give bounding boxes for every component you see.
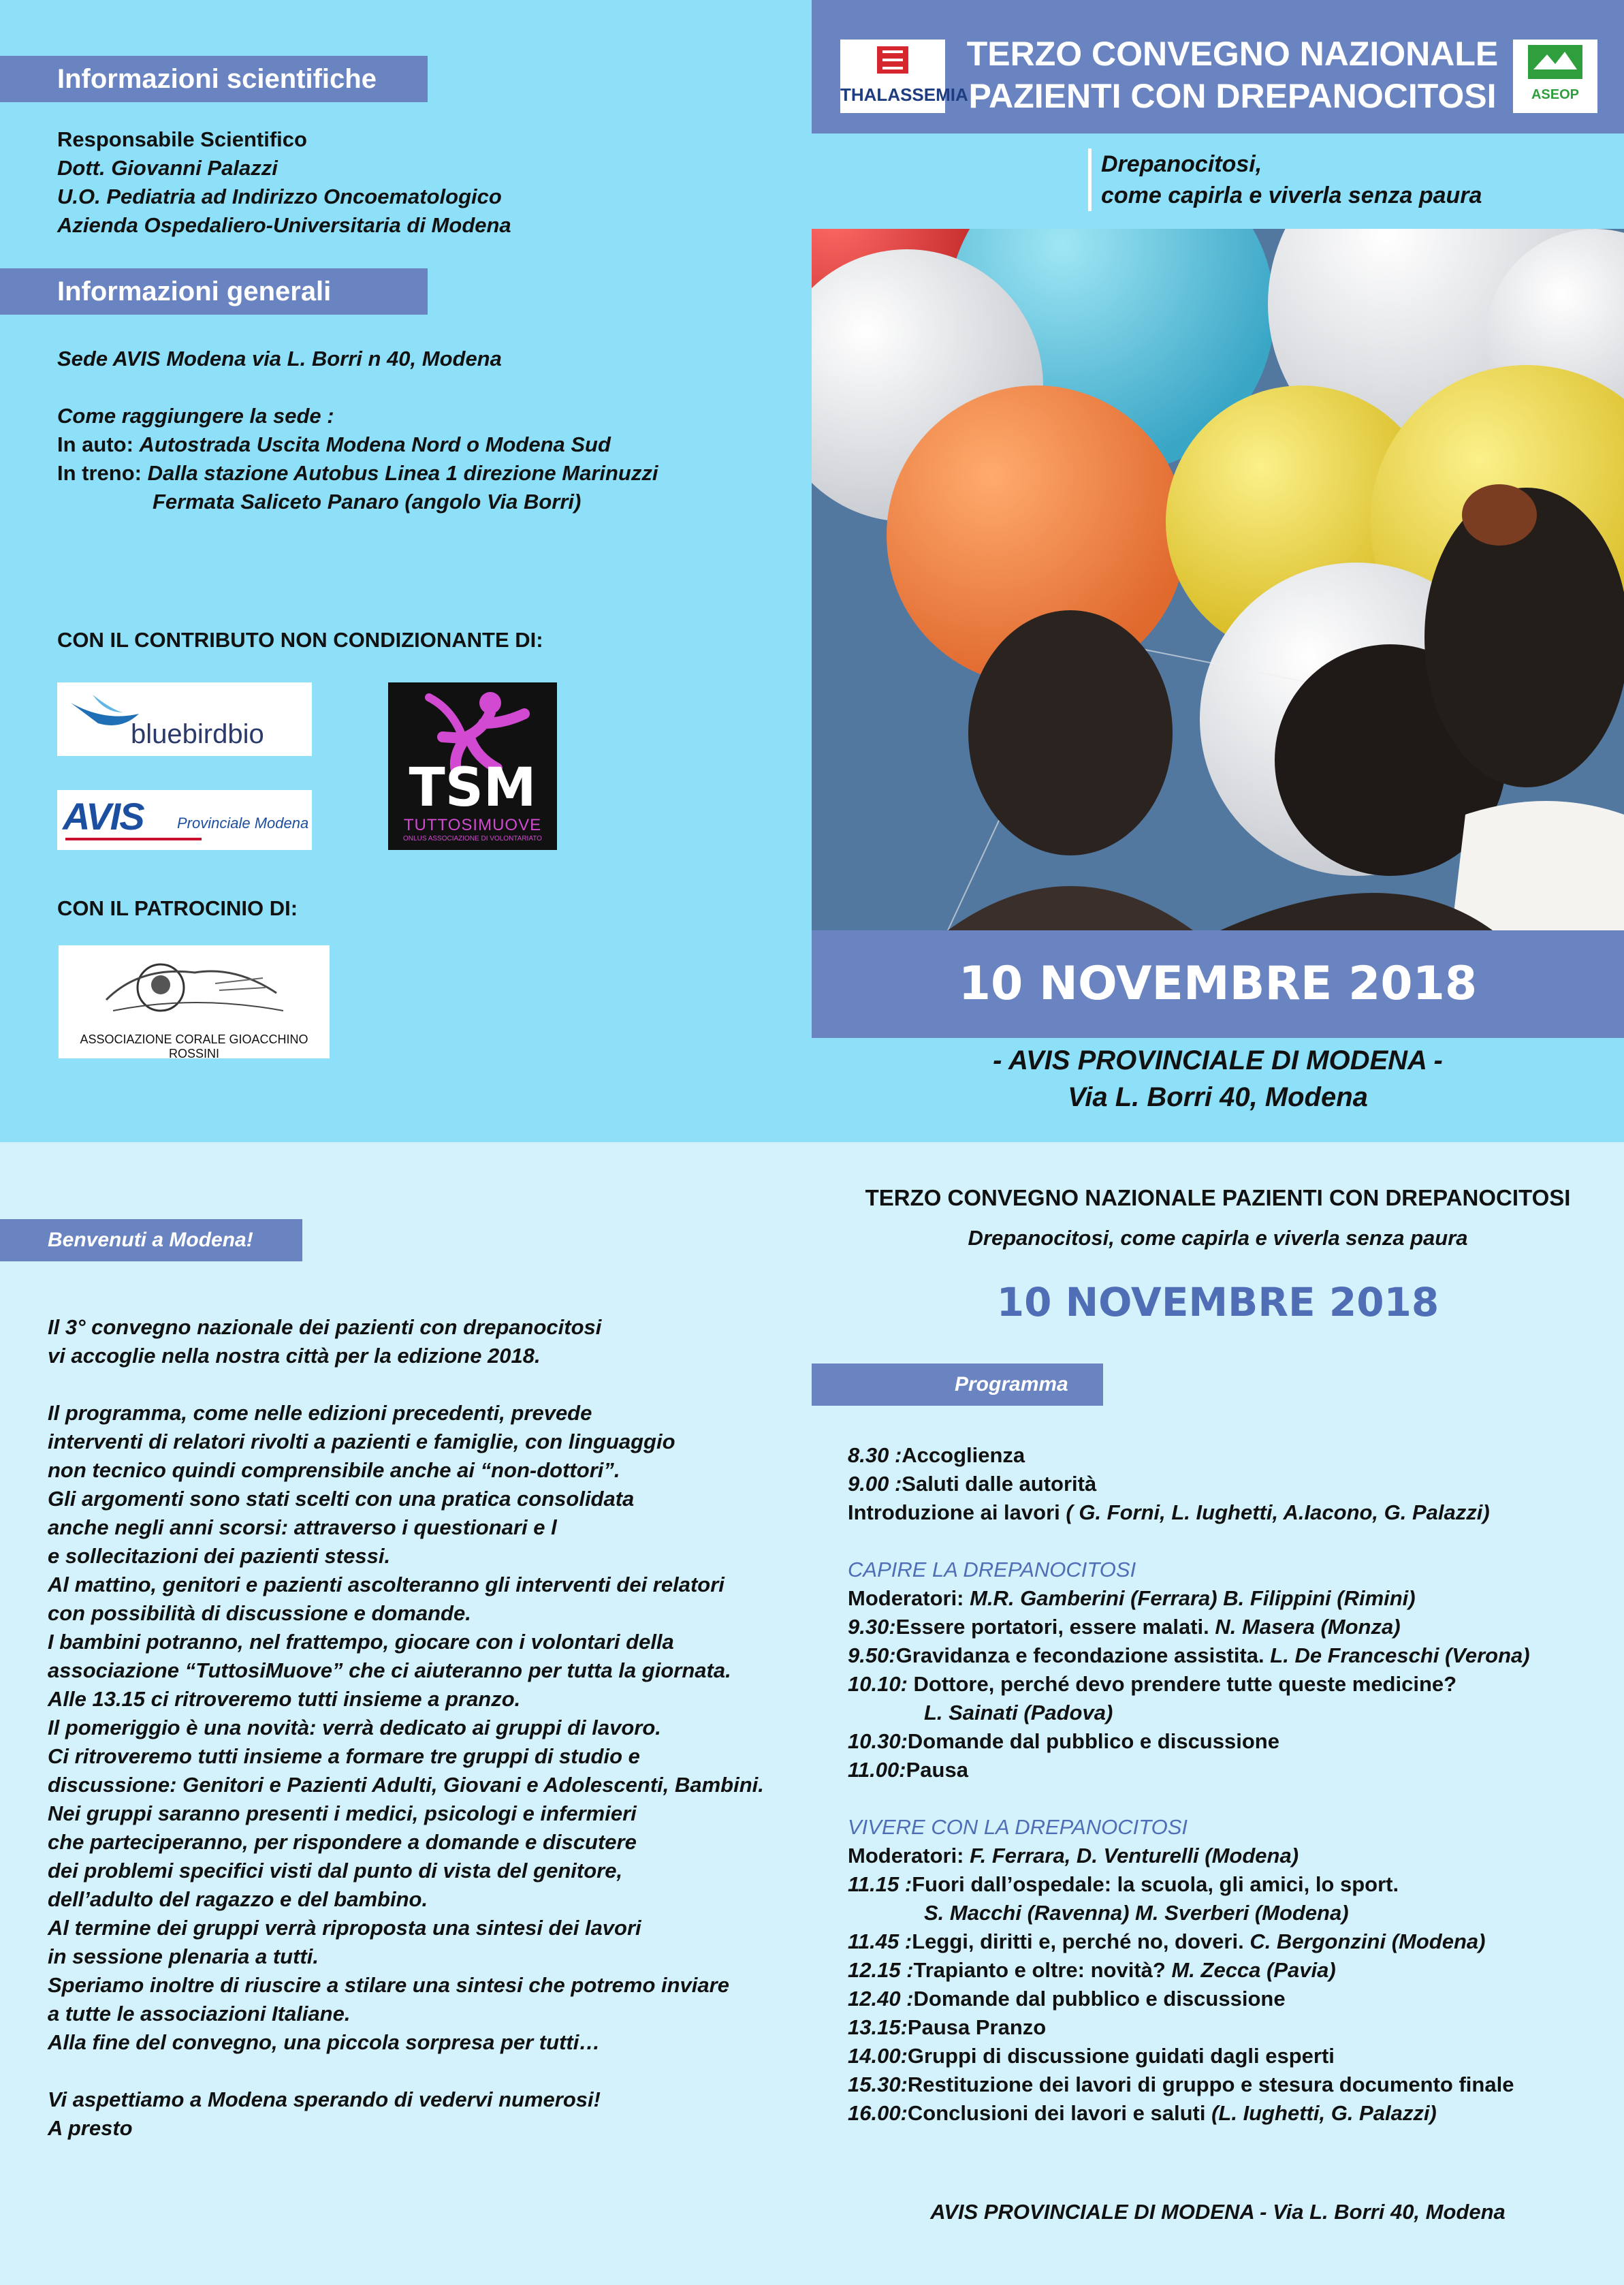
program-speakers: F. Ferrara, D. Venturelli (Modena)	[970, 1844, 1299, 1868]
balloons-children-image	[812, 229, 1624, 930]
welcome-line: dei problemi specifici visti dal punto di vista del genitore,	[48, 1859, 623, 1882]
avis-text: AVIS	[63, 795, 144, 838]
welcome-line: Il pomeriggio è una novità: verrà dedicato ai gruppi di lavoro.	[48, 1716, 661, 1739]
program-title: TERZO CONVEGNO NAZIONALE PAZIENTI CON DREPANOCITOSI	[865, 1185, 1571, 1210]
front-subtitle-line-1: Drepanocitosi,	[1101, 151, 1262, 177]
program-list	[848, 1441, 1530, 2128]
sede-line: Sede AVIS Modena via L. Borri n 40, Modena	[57, 347, 502, 371]
scientific-info-tab: Informazioni scientifiche	[0, 56, 428, 102]
program-time: 9.30:	[848, 1615, 896, 1639]
sci-line: Dott. Giovanni Palazzi	[57, 156, 278, 180]
tsm-sub-text-2: ONLUS ASSOCIAZIONE DI VOLONTARIATO	[403, 835, 542, 842]
program-description: Pausa Pranzo	[907, 2015, 1047, 2039]
rossini-text: ASSOCIAZIONE CORALE GIOACCHINO ROSSINI	[80, 1033, 308, 1060]
contribution-heading: CON IL CONTRIBUTO NON CONDIZIONANTE DI:	[57, 628, 543, 652]
program-time: 11.00:	[848, 1758, 906, 1782]
thalassemia-icon	[840, 40, 945, 80]
program-time: 10.10:	[848, 1672, 908, 1696]
welcome-line: vi accoglie nella nostra città per la edizione 2018.	[48, 1344, 541, 1368]
welcome-line: Ci ritroveremo tutti insieme a formare tre gruppi di studio e	[48, 1744, 640, 1768]
welcome-line: con possibilità di discussione e domande.	[48, 1601, 471, 1625]
program-speakers: M. Zecca (Pavia)	[1171, 1958, 1336, 1982]
program-item	[848, 2099, 1530, 2128]
welcome-line: anche negli anni scorsi: attraverso i questionari e l	[48, 1515, 557, 1539]
front-venue	[812, 1042, 1624, 1116]
program-time: 12.15 :	[848, 1958, 914, 1982]
program-item	[848, 1470, 1530, 1498]
front-subtitle	[1088, 148, 1482, 211]
welcome-line: discussione: Genitori e Pazienti Adulti, Giovani e Adolescenti, Bambini.	[48, 1773, 764, 1797]
bluebird-text: bluebirdbio	[131, 719, 264, 749]
program-description: Dottore, perché devo prendere tutte queste medicine?	[907, 1672, 1457, 1696]
program-time: 14.00:	[848, 2044, 908, 2068]
program-item	[848, 1756, 1530, 1784]
program-description: Gravidanza e fecondazione assistita.	[895, 1643, 1264, 1667]
welcome-line: Gli argomenti sono stati scelti con una pratica consolidata	[48, 1487, 635, 1511]
avis-underline	[65, 838, 202, 840]
welcome-line: a tutte le associazioni Italiane.	[48, 2002, 351, 2026]
program-section-heading: VIVERE CON LA DREPANOCITOSI	[848, 1815, 1188, 1839]
thalassemia-logo	[840, 40, 968, 113]
sci-line: Azienda Ospedaliero-Universitaria di Modena	[57, 213, 511, 237]
welcome-line: Alle 13.15 ci ritroveremo tutti insieme a pranzo.	[48, 1687, 521, 1711]
program-time: 12.40 :	[848, 1987, 914, 2011]
program-time: 9.00 :	[848, 1472, 902, 1496]
car-directions	[57, 430, 658, 459]
front-venue-line-2: Via L. Borri 40, Modena	[1068, 1082, 1368, 1112]
program-section-heading: CAPIRE LA DREPANOCITOSI	[848, 1558, 1136, 1581]
program-time: 11.15 :	[848, 1872, 912, 1896]
program-time: 8.30 :	[848, 1443, 902, 1467]
program-description: Leggi, diritti e, perché no, doveri.	[912, 1929, 1244, 1953]
train-directions	[57, 459, 658, 488]
program-speakers: S. Macchi (Ravenna) M. Sverberi (Modena)	[848, 1901, 1349, 1925]
welcome-line: Il 3° convegno nazionale dei pazienti con drepanocitosi	[48, 1315, 602, 1339]
welcome-line: Speriamo inoltre di riuscire a stilare una sintesi che potremo inviare	[48, 1973, 729, 1997]
aseop-icon	[1513, 40, 1597, 84]
train-label: In treno:	[57, 461, 142, 485]
welcome-line: Vi aspettiamo a Modena sperando di vedervi numerosi!	[48, 2087, 601, 2111]
program-item	[848, 1956, 1530, 1985]
program-description: Restituzione dei lavori di gruppo e stesura documento finale	[907, 2073, 1514, 2096]
program-item	[848, 1870, 1530, 1899]
welcome-line: Al mattino, genitori e pazienti ascolteranno gli interventi dei relatori	[48, 1573, 725, 1596]
program-item	[848, 1842, 1530, 1870]
program-speakers: C. Bergonzini (Modena)	[1249, 1929, 1486, 1953]
welcome-line: in sessione plenaria a tutti.	[48, 1944, 319, 1968]
program-item	[848, 2070, 1530, 2099]
train-text-2: Fermata Saliceto Panaro (angolo Via Borri)	[153, 490, 582, 514]
sci-line: Responsabile Scientifico	[57, 127, 307, 151]
program-time: 15.30:	[848, 2073, 908, 2096]
tsm-logo	[388, 682, 557, 850]
program-gap	[848, 1527, 1530, 1556]
welcome-line: Il programma, come nelle edizioni precedenti, prevede	[48, 1401, 592, 1425]
program-description: Fuori dall’ospedale: la scuola, gli amici, lo sport.	[912, 1872, 1399, 1896]
program-item	[848, 1641, 1530, 1670]
program-item	[848, 1584, 1530, 1613]
avis-sub-text: Provinciale Modena	[177, 815, 309, 832]
general-info-text	[57, 345, 658, 516]
welcome-tab: Benvenuti a Modena!	[0, 1219, 302, 1261]
train-text: Dalla stazione Autobus Linea 1 direzione Marinuzzi	[147, 461, 658, 485]
welcome-line: A presto	[48, 2116, 133, 2140]
program-item	[848, 1899, 1530, 1927]
front-subtitle-line-2: come capirla e viverla senza paura	[1101, 183, 1482, 208]
welcome-line: Nei gruppi saranno presenti i medici, psicologi e infermieri	[48, 1801, 637, 1825]
program-item	[848, 1699, 1530, 1727]
general-info-tab: Informazioni generali	[0, 268, 428, 315]
welcome-line: associazione “TuttosiMuove” che ci aiuteranno per tutta la giornata.	[48, 1658, 731, 1682]
front-venue-line-1: - AVIS PROVINCIALE DI MODENA -	[993, 1045, 1443, 1075]
program-speakers: N. Masera (Monza)	[1215, 1615, 1401, 1639]
program-description: Accoglienza	[902, 1443, 1025, 1467]
program-item	[848, 1613, 1530, 1641]
program-description: Domande dal pubblico e discussione	[907, 1729, 1279, 1753]
welcome-line: e sollecitazioni dei pazienti stessi.	[48, 1544, 391, 1568]
program-description: Essere portatori, essere malati.	[895, 1615, 1209, 1639]
patronage-heading: CON IL PATROCINIO DI:	[57, 896, 298, 920]
program-subtitle: Drepanocitosi, come capirla e viverla senza paura	[968, 1226, 1468, 1250]
scientific-info-text	[57, 125, 511, 240]
thalassemia-text: THALASSEMIA	[840, 84, 968, 105]
header-title-line-1: TERZO CONVEGNO NAZIONALE	[966, 35, 1499, 73]
program-speakers: ( G. Forni, L. Iughetti, A.Iacono, G. Palazzi)	[1066, 1500, 1490, 1524]
welcome-line: I bambini potranno, nel frattempo, giocare con i volontari della	[48, 1630, 674, 1654]
program-speakers: L. Sainati (Padova)	[848, 1701, 1113, 1724]
program-tab: Programma	[812, 1364, 1103, 1406]
sci-line: U.O. Pediatria ad Indirizzo Oncoematologico	[57, 185, 502, 208]
car-text: Autostrada Uscita Modena Nord o Modena Sud	[139, 432, 611, 456]
program-time: 9.50:	[848, 1643, 896, 1667]
front-date: 10 NOVEMBRE 2018	[812, 930, 1624, 1038]
program-description: Saluti dalle autorità	[902, 1472, 1097, 1496]
program-item	[848, 1670, 1530, 1699]
welcome-line: che parteciperanno, per rispondere a domande e discutere	[48, 1830, 637, 1854]
program-item	[848, 1498, 1530, 1527]
welcome-line: non tecnico quindi comprensibile anche ai “non-dottori”.	[48, 1458, 620, 1482]
program-speakers: M.R. Gamberini (Ferrara) B. Filippini (Rimini)	[970, 1586, 1416, 1610]
program-description: Conclusioni dei lavori e saluti	[907, 2101, 1206, 2125]
car-label: In auto:	[57, 432, 133, 456]
program-item	[848, 2013, 1530, 2042]
program-speakers: (L. Iughetti, G. Palazzi)	[1211, 2101, 1437, 2125]
header-title	[953, 33, 1512, 117]
rossini-engraving-icon	[59, 945, 330, 1027]
aseop-logo	[1513, 40, 1597, 113]
header-title-line-2: PAZIENTI CON DREPANOCITOSI	[968, 77, 1497, 115]
welcome-text	[48, 1313, 764, 2143]
welcome-line: Alla fine del convegno, una piccola sorpresa per tutti…	[48, 2030, 601, 2054]
tsm-text: TSM	[409, 757, 537, 819]
program-description: Moderatori:	[848, 1844, 964, 1868]
program-item	[848, 1985, 1530, 2013]
program-item	[848, 1441, 1530, 1470]
program-item	[848, 1927, 1530, 1956]
program-footer: AVIS PROVINCIALE DI MODENA - Via L. Borri 40, Modena	[930, 2200, 1506, 2224]
tsm-sub-text: TUTTOSIMUOVE	[403, 816, 542, 834]
program-date: 10 NOVEMBRE 2018	[996, 1279, 1439, 1325]
aseop-text: ASEOP	[1531, 87, 1580, 102]
program-speakers: L. De Franceschi (Verona)	[1270, 1643, 1530, 1667]
program-description: Introduzione ai lavori	[848, 1500, 1060, 1524]
bluebird-logo	[57, 682, 312, 756]
program-description: Gruppi di discussione guidati dagli esperti	[907, 2044, 1335, 2068]
program-time: 16.00:	[848, 2101, 908, 2125]
cover-photo	[812, 229, 1624, 930]
program-item	[848, 2042, 1530, 2070]
welcome-line: interventi di relatori rivolti a pazienti e famiglie, con linguaggio	[48, 1430, 675, 1453]
program-time: 13.15:	[848, 2015, 908, 2039]
program-time: 11.45 :	[848, 1929, 912, 1953]
program-gap	[848, 1784, 1530, 1813]
rossini-logo	[59, 945, 330, 1058]
directions-heading: Come raggiungere la sede :	[57, 404, 334, 428]
program-description: Domande dal pubblico e discussione	[913, 1987, 1286, 2011]
welcome-line: Al termine dei gruppi verrà riproposta una sintesi dei lavori	[48, 1916, 641, 1940]
welcome-line: dell’adulto del ragazzo e del bambino.	[48, 1887, 428, 1911]
program-time: 10.30:	[848, 1729, 908, 1753]
program-description: Pausa	[906, 1758, 968, 1782]
program-description: Moderatori:	[848, 1586, 964, 1610]
avis-logo	[57, 790, 312, 850]
program-description: Trapianto e oltre: novità?	[913, 1958, 1166, 1982]
program-item	[848, 1727, 1530, 1756]
